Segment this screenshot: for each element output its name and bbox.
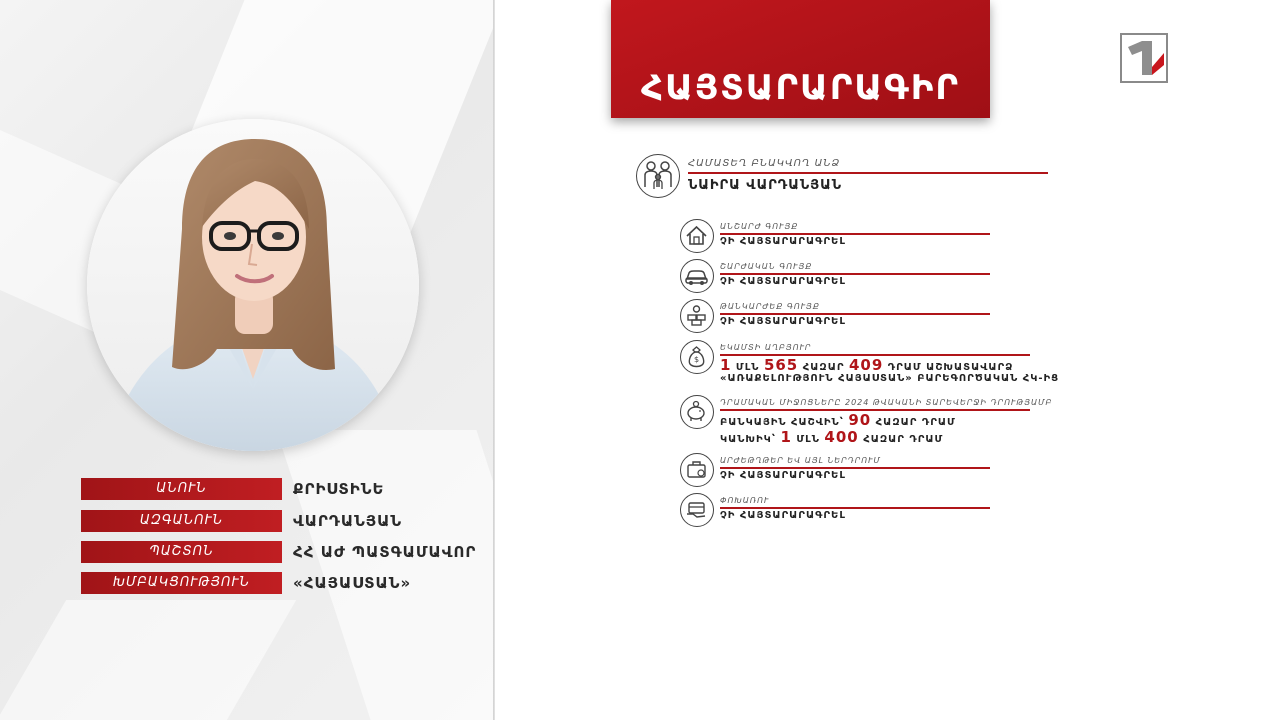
- co-resident-label: ՀԱՄԱՏԵՂ ԲՆԱԿՎՈՂ ԱՆՁ: [688, 158, 841, 169]
- asset-label: ԱՐԺԵԹՂԹԵՐ ԵՎ ԱՅԼ ՆԵՐԴՐՈՒՄ: [720, 456, 881, 465]
- svg-text:$: $: [693, 355, 700, 364]
- asset-value: ՉԻ ՀԱՅՏԱՐԱՐԱԳՐԵԼ: [720, 236, 846, 247]
- asset-label: ՓՈԽԱՌՈՒ: [720, 496, 770, 505]
- asset-income: [680, 340, 1060, 388]
- bank-account-number: 90: [848, 411, 872, 429]
- income-currency-word: ԴՐԱՄ ԱՇԽԱՏԱՎԱՐՁ: [887, 362, 1014, 373]
- asset-value: ՉԻ ՀԱՅՏԱՐԱՐԱԳՐԵԼ: [720, 276, 846, 287]
- info-label: ԽՄԲԱԿՑՈՒԹՅՈՒՆ: [81, 572, 282, 594]
- asset-label: ԴՐԱՄԱԿԱՆ ՄԻՋՈՑՆԵՐԸ 2024 ԹՎԱԿԱՆԻ ՏԱՐԵՎԵՐՋԻ ԴՐՈՒԹՅԱՄԲ: [720, 398, 1053, 407]
- briefcase-icon: [680, 453, 714, 487]
- income-millions: 1: [720, 356, 732, 374]
- asset-label: ԱՆՇԱՐԺ ԳՈՒՅՔ: [720, 222, 799, 231]
- cash-suffix: ՀԱԶԱՐ ԴՐԱՄ: [863, 434, 944, 445]
- asset-label: ՇԱՐԺԱԿԱՆ ԳՈՒՅՔ: [720, 262, 813, 271]
- income-thousands: 565: [763, 356, 799, 374]
- cash-thousands: 400: [824, 428, 859, 446]
- divider-line: [720, 467, 990, 469]
- card-hand-icon: [680, 493, 714, 527]
- portrait-illustration: [87, 119, 419, 451]
- info-value: ՎԱՐԴԱՆՅԱՆ: [293, 512, 403, 530]
- asset-value: ՉԻ ՀԱՅՏԱՐԱՐԱԳՐԵԼ: [720, 470, 846, 481]
- piggy-bank-icon: [680, 395, 714, 429]
- asset-real-estate: [680, 219, 1040, 259]
- bank-account-amount: [720, 411, 956, 429]
- divider-line: [720, 507, 990, 509]
- portrait-photo: [87, 119, 419, 451]
- info-value: «ՀԱՅԱՍՏԱՆ»: [293, 574, 412, 592]
- cash-amount: [720, 428, 943, 446]
- income-source: «ԱՌԱՔԵԼՈՒԹՅՈՒՆ ՀԱՅԱՍՏԱՆ» ԲԱՐԵԳՈՐԾԱԿԱՆ ՀԿ-ԻՑ: [720, 373, 1060, 384]
- divider-line: [720, 233, 990, 235]
- co-resident-block: [636, 152, 1048, 200]
- info-label: ԱՆՈՒՆ: [81, 478, 282, 500]
- asset-label: ԹԱՆԿԱՐԺԵՔ ԳՈՒՅՔ: [720, 302, 820, 311]
- divider-line: [720, 273, 990, 275]
- income-units: 409: [849, 356, 884, 374]
- channel-logo: [1120, 33, 1168, 83]
- bank-account-suffix: ՀԱԶԱՐ ԴՐԱՄ: [875, 417, 956, 428]
- info-label: ԱԶԳԱՆՈՒՆ: [81, 510, 282, 532]
- divider-line: [720, 313, 990, 315]
- money-bag-icon: [680, 340, 714, 374]
- background-shape: [0, 600, 296, 720]
- left-panel: [0, 0, 493, 720]
- co-resident-name: ՆԱԻՐԱ ՎԱՐԴԱՆՅԱՆ: [688, 178, 842, 193]
- asset-value: ՉԻ ՀԱՅՏԱՐԱՐԱԳՐԵԼ: [720, 316, 846, 327]
- bank-account-label: ԲԱՆԿԱՅԻՆ ՀԱՇՎԻՆ՝: [720, 417, 844, 428]
- asset-loans: [680, 493, 1040, 533]
- cash-millions: 1: [780, 428, 792, 446]
- cash-millions-word: ՄԼՆ: [796, 434, 820, 445]
- asset-label: ԵԿԱՄՏԻ ԱՂԲՅՈՒՐ: [720, 343, 812, 352]
- car-icon: [680, 259, 714, 293]
- info-value: ՔՐԻՍՏԻՆԵ: [293, 480, 385, 498]
- house-icon: [680, 219, 714, 253]
- page-title: ՀԱՅՏԱՐԱՐԱԳԻՐ: [640, 68, 961, 108]
- info-label: ՊԱՇՏՈՆ: [81, 541, 282, 563]
- income-millions-word: ՄԼՆ: [735, 362, 760, 373]
- people-icon: [636, 154, 680, 198]
- asset-securities: [680, 453, 1040, 493]
- income-amount: [720, 356, 1013, 374]
- asset-valuables: [680, 299, 1040, 339]
- cash-label: ԿԱՆԽԻԿ՝: [720, 434, 776, 445]
- info-value: ՀՀ ԱԺ ՊԱՏԳԱՄԱՎՈՐ: [293, 543, 477, 561]
- income-thousands-word: ՀԱԶԱՐ: [802, 362, 845, 373]
- title-banner: [611, 0, 990, 118]
- asset-cash: [680, 395, 1053, 447]
- valuables-icon: [680, 299, 714, 333]
- divider-line: [688, 172, 1048, 174]
- asset-value: ՉԻ ՀԱՅՏԱՐԱՐԱԳՐԵԼ: [720, 510, 846, 521]
- asset-movable: [680, 259, 1040, 299]
